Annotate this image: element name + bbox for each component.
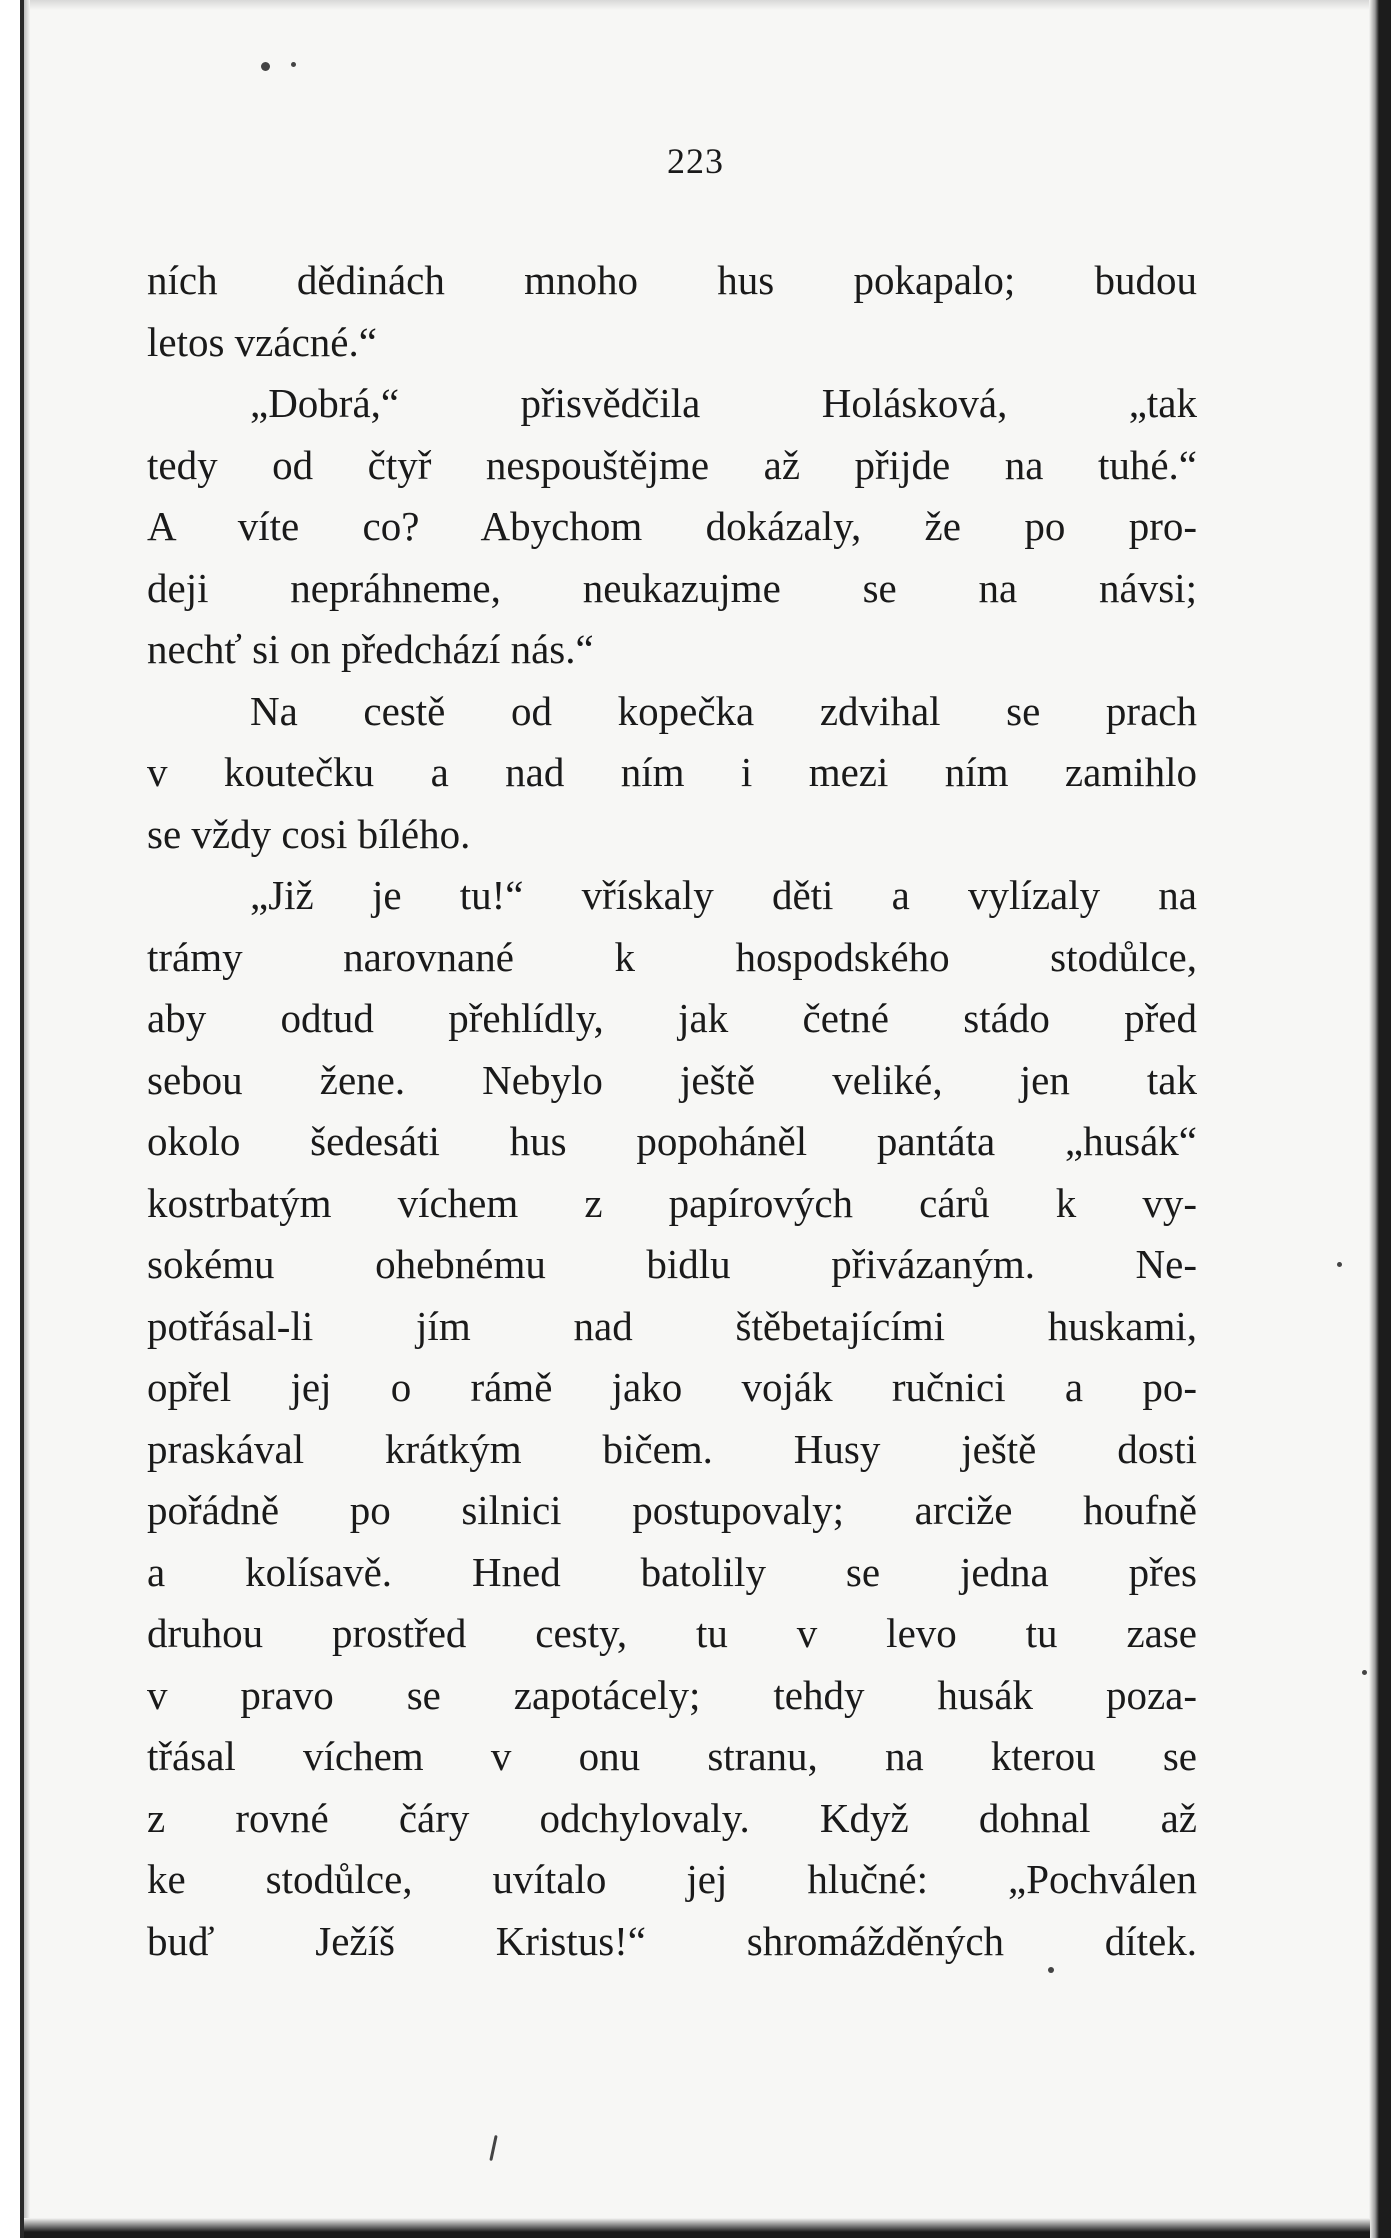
scan-speck <box>261 62 270 71</box>
text-line: ních dědinách mnoho hus pokapalo; budou <box>147 257 1197 303</box>
page-edge-bottom <box>24 2218 1370 2238</box>
text-line: a kolísavě. Hned batolily se jedna přes <box>147 1548 1197 1595</box>
text-line: v pravo se zapotácely; tehdy husák poza- <box>147 1671 1197 1718</box>
page-edge-left <box>0 0 30 2238</box>
body-text <box>147 250 1197 1972</box>
text-line: druhou prostřed cesty, tu v levo tu zase <box>147 1610 1197 1656</box>
text-line: „Dobrá,“ přisvědčila Holásková, „tak <box>250 380 1197 426</box>
text-line: sokému ohebnému bidlu přivázaným. Ne- <box>147 1241 1197 1287</box>
text-line: se vždy cosi bílého. <box>147 810 471 857</box>
text-line: „Již je tu!“ vřískaly děti a vylízaly na <box>250 872 1197 918</box>
text-line: ke stodůlce, uvítalo jej hlučné: „Pochválen <box>147 1856 1197 1902</box>
scan-speck <box>489 2135 497 2161</box>
text-line: deji nepráhneme, neukazujme se na návsi; <box>147 564 1197 611</box>
text-line: z rovné čáry odchylovaly. Když dohnal až <box>147 1794 1197 1841</box>
text-line: A víte co? Abychom dokázaly, že po pro- <box>147 503 1197 549</box>
text-line: sebou žene. Nebylo ještě veliké, jen tak <box>147 1056 1197 1103</box>
scan-speck <box>1337 1262 1342 1267</box>
text-line: nechť si on předchází nás.“ <box>147 626 594 672</box>
text-line: Na cestě od kopečka zdvihal se prach <box>250 687 1197 734</box>
text-line: aby odtud přehlídly, jak četné stádo před <box>147 995 1197 1041</box>
page-edge-top <box>30 0 1370 10</box>
text-line: letos vzácné.“ <box>147 318 377 365</box>
text-line: okolo šedesáti hus popoháněl pantáta „husák“ <box>147 1118 1197 1164</box>
text-line: pořádně po silnici postupovaly; arciže houfně <box>147 1487 1197 1533</box>
text-line: v koutečku a nad ním i mezi ním zamihlo <box>147 749 1197 795</box>
text-line: potřásal-li jím nad štěbetajícími huskami, <box>147 1302 1197 1349</box>
page-number: 223 <box>667 141 724 181</box>
scan-speck <box>1362 1670 1367 1675</box>
page-edge-right <box>1369 0 1391 2238</box>
text-line: tedy od čtyř nespouštějme až přijde na tuhé.“ <box>147 441 1197 488</box>
text-line: kostrbatým víchem z papírových cárů k vy- <box>147 1179 1197 1226</box>
text-line: buď Ježíš Kristus!“ shromážděných dítek. <box>147 1917 1197 1964</box>
text-line: třásal víchem v onu stranu, na kterou se <box>147 1733 1197 1779</box>
text-line: praskával krátkým bičem. Husy ještě dosti <box>147 1425 1197 1472</box>
text-line: opřel jej o rámě jako voják ručnici a po- <box>147 1364 1197 1410</box>
scan-speck <box>291 62 296 67</box>
text-line: trámy narovnané k hospodského stodůlce, <box>147 933 1197 980</box>
